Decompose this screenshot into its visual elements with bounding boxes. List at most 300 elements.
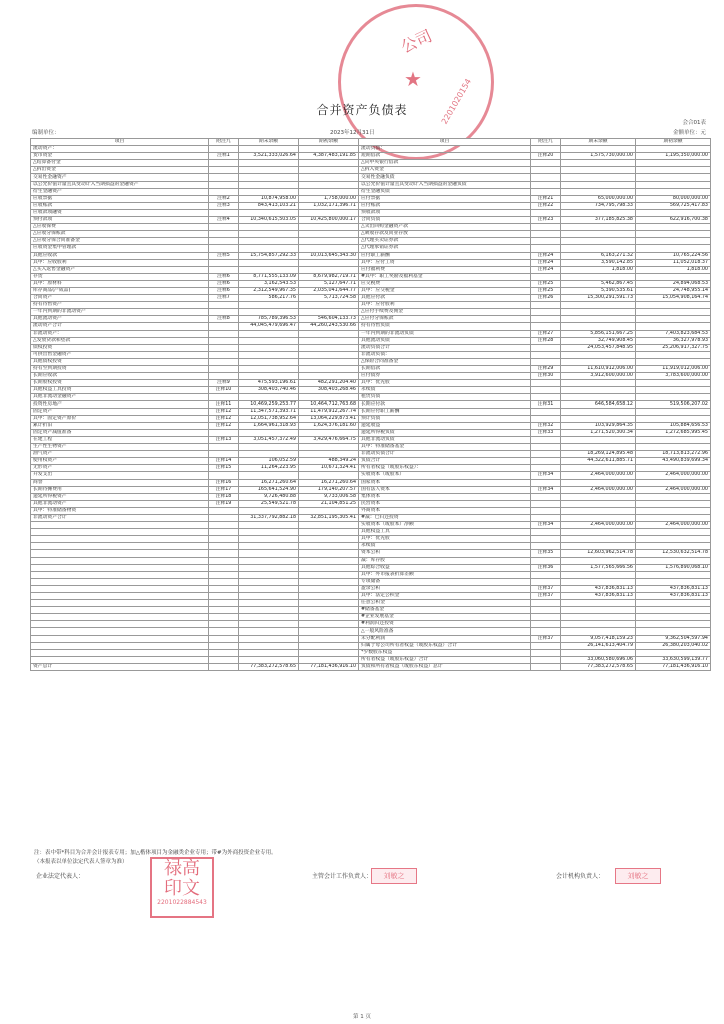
cell-end-right: [561, 224, 636, 231]
cell-end-left: [239, 259, 299, 266]
cell-begin-right: [636, 500, 711, 507]
cell-item-left: 投资性房地产: [31, 401, 209, 408]
cell-end-left: 12,051,738,952.64: [239, 415, 299, 422]
cell-begin-right: 24,894,068.53: [636, 280, 711, 287]
cell-end-right: [561, 358, 636, 365]
cell-end-right: 77,383,272,578.65: [561, 663, 636, 670]
cell-end-left: [239, 564, 299, 571]
cell-note-right: [531, 146, 561, 153]
cell-note-left: [209, 621, 239, 628]
cell-item-left: 其他非流动金融资产: [31, 394, 209, 401]
table-row: [31, 287, 711, 294]
cell-begin-left: [299, 266, 359, 273]
cell-note-right: [531, 621, 561, 628]
cell-note-left: [209, 238, 239, 245]
cell-item-right: 负债合计: [359, 458, 531, 465]
cell-item-left: [31, 543, 209, 550]
seal-star-icon: ★: [404, 67, 422, 91]
legal-rep-label: 企业法定代表人：: [36, 873, 85, 880]
table-row: [31, 337, 711, 344]
cell-note-right: 注释22: [531, 202, 561, 209]
cell-item-left: 可供出售金融资产: [31, 351, 209, 358]
cell-begin-right: [636, 380, 711, 387]
cell-begin-left: [299, 245, 359, 252]
cell-end-right: [561, 387, 636, 394]
cell-item-right: 流动负债合计: [359, 344, 531, 351]
cell-note-right: [531, 302, 561, 309]
cell-end-left: [239, 600, 299, 607]
cell-end-left: 10,469,259,253.77: [239, 401, 299, 408]
cell-begin-right: [636, 543, 711, 550]
cell-item-left: 合同资产: [31, 295, 209, 302]
cell-end-right: [561, 309, 636, 316]
cell-begin-right: 24,748,955.14: [636, 287, 711, 294]
table-row: [31, 522, 711, 529]
cell-begin-right: 11,052,018.37: [636, 259, 711, 266]
cell-begin-right: 25,206,917,327.75: [636, 344, 711, 351]
table-row: [31, 500, 711, 507]
cell-begin-right: [636, 649, 711, 656]
cell-note-right: 注释34: [531, 472, 561, 479]
table-row: [31, 635, 711, 642]
cell-begin-left: 4,387,483,191.85: [299, 153, 359, 160]
table-row: [31, 585, 711, 592]
cell-item-right: 预收款项: [359, 209, 531, 216]
cell-note-right: [531, 451, 561, 458]
cell-end-right: [561, 231, 636, 238]
cell-begin-right: [636, 238, 711, 245]
cell-begin-right: [636, 358, 711, 365]
cell-end-left: [239, 181, 299, 188]
cell-begin-left: [299, 181, 359, 188]
cell-item-left: 其中：特准储备物资: [31, 507, 209, 514]
cell-item-right: 应付福利费: [359, 266, 531, 273]
cell-begin-right: 437,836,831.13: [636, 593, 711, 600]
cell-begin-left: [299, 160, 359, 167]
cell-note-right: [531, 642, 561, 649]
cell-note-left: 注释9: [209, 380, 239, 387]
cell-item-left: [31, 628, 209, 635]
cell-item-right: 归属于母公司所有者权益（或股东权益）合计: [359, 642, 531, 649]
cell-end-right: [561, 500, 636, 507]
cell-note-right: [531, 536, 561, 543]
cell-begin-left: 10,013,645,343.30: [299, 252, 359, 259]
cell-end-right: [561, 628, 636, 635]
cell-begin-left: [299, 451, 359, 458]
cell-note-right: [531, 174, 561, 181]
cell-begin-left: [299, 564, 359, 571]
cell-begin-left: 44,260,243,530.66: [299, 323, 359, 330]
table-row: [31, 295, 711, 302]
cell-item-right: △向中央银行借款: [359, 160, 531, 167]
cell-end-left: 25,549,521.78: [239, 500, 299, 507]
table-row: [31, 628, 711, 635]
cell-note-right: [531, 656, 561, 663]
table-row: [31, 422, 711, 429]
cell-begin-right: 569,725,417.83: [636, 202, 711, 209]
cell-begin-right: [636, 273, 711, 280]
cell-item-left: [31, 536, 209, 543]
cell-item-left: [31, 585, 209, 592]
cell-note-left: 注释12: [209, 408, 239, 415]
cell-item-right: △吸收存款及同业存放: [359, 231, 531, 238]
cell-end-right: [561, 146, 636, 153]
cell-item-left: 其中：应收股利: [31, 259, 209, 266]
cell-end-left: 10,340,615,503.05: [239, 217, 299, 224]
cell-begin-right: [636, 479, 711, 486]
cell-begin-right: [636, 316, 711, 323]
cell-note-left: [209, 578, 239, 585]
cell-begin-left: [299, 543, 359, 550]
cell-end-right: 9,057,418,159.23: [561, 635, 636, 642]
cell-end-left: [239, 621, 299, 628]
cell-item-left: [31, 607, 209, 614]
cell-item-left: 其中：固定资产原价: [31, 415, 209, 422]
cell-note-right: [531, 167, 561, 174]
cell-begin-right: [636, 302, 711, 309]
table-row: [31, 663, 711, 670]
cell-end-left: [239, 337, 299, 344]
cell-end-right: [561, 649, 636, 656]
cell-item-right: △一般风险准备: [359, 628, 531, 635]
cell-end-left: [239, 146, 299, 153]
cell-begin-right: 1,576,890,068.10: [636, 564, 711, 571]
cell-begin-left: 308,403,268.46: [299, 387, 359, 394]
cell-begin-right: 77,181,436,916.10: [636, 663, 711, 670]
cell-begin-right: 2,464,000,000.00: [636, 472, 711, 479]
cell-note-left: 注释16: [209, 479, 239, 486]
cell-note-right: [531, 181, 561, 188]
header-end-balance-left: 期末余额: [239, 139, 299, 146]
table-row: [31, 146, 711, 153]
cell-item-left: [31, 649, 209, 656]
cell-end-left: 843,413,103.21: [239, 202, 299, 209]
cell-end-left: [239, 344, 299, 351]
table-row: [31, 607, 711, 614]
cell-item-right: 所有者权益（或股东权益）合计: [359, 656, 531, 663]
cell-note-left: [209, 351, 239, 358]
cell-end-left: [239, 593, 299, 600]
cell-end-right: 2,464,000,000.00: [561, 522, 636, 529]
cell-begin-left: [299, 309, 359, 316]
cell-begin-left: [299, 571, 359, 578]
cell-item-left: △应收保费: [31, 224, 209, 231]
cell-item-left: 非流动资产合计: [31, 514, 209, 521]
cell-note-right: [531, 507, 561, 514]
cell-end-right: [561, 607, 636, 614]
seal-number: 2201020154: [439, 77, 474, 126]
cell-end-left: [239, 188, 299, 195]
cell-item-left: [31, 550, 209, 557]
table-row: [31, 174, 711, 181]
cell-begin-right: [636, 231, 711, 238]
table-row: [31, 309, 711, 316]
cell-note-left: [209, 209, 239, 216]
cell-note-right: [531, 529, 561, 536]
table-row: [31, 181, 711, 188]
cell-item-left: 固定资产: [31, 408, 209, 415]
table-row: [31, 550, 711, 557]
cell-note-right: [531, 600, 561, 607]
cell-note-right: [531, 543, 561, 550]
cell-end-left: 106,052.59: [239, 458, 299, 465]
cell-begin-left: [299, 224, 359, 231]
table-row: [31, 401, 711, 408]
table-row: [31, 217, 711, 224]
table-row: [31, 231, 711, 238]
cell-begin-left: [299, 649, 359, 656]
cell-note-right: 注释34: [531, 522, 561, 529]
balance-sheet-table: [30, 138, 711, 671]
cell-end-right: [561, 245, 636, 252]
cell-item-right: #储备基金: [359, 607, 531, 614]
cell-item-right: #利润归还投资: [359, 621, 531, 628]
cell-item-right: 其中：外币报表折算差额: [359, 571, 531, 578]
cell-note-left: [209, 394, 239, 401]
cell-end-left: [239, 309, 299, 316]
cell-item-left: 长期待摊费用: [31, 486, 209, 493]
cell-item-right: 其他非流动负债: [359, 436, 531, 443]
header-note-right: 附注九: [531, 139, 561, 146]
cell-end-right: 437,836,831.13: [561, 585, 636, 592]
table-row: [31, 323, 711, 330]
cell-note-right: 注释32: [531, 422, 561, 429]
cell-begin-left: [299, 550, 359, 557]
header-item-left: 项目: [31, 139, 209, 146]
cell-begin-right: 43,490,839,699.34: [636, 458, 711, 465]
table-row: [31, 436, 711, 443]
cell-item-left: 存货: [31, 273, 209, 280]
cell-end-left: 1,664,961,318.93: [239, 422, 299, 429]
cell-note-right: [531, 663, 561, 670]
cell-item-right: 流动负债：: [359, 146, 531, 153]
cell-begin-left: [299, 472, 359, 479]
header-begin-balance-right: 期初余额: [636, 139, 711, 146]
cell-begin-left: [299, 302, 359, 309]
cell-note-left: [209, 224, 239, 231]
table-row: [31, 514, 711, 521]
accounting-org-head-stamp: 刘敏之: [615, 868, 661, 884]
cell-end-left: [239, 635, 299, 642]
cell-note-left: [209, 557, 239, 564]
cell-end-left: 3,521,333,026.64: [239, 153, 299, 160]
cell-begin-right: [636, 493, 711, 500]
cell-end-left: [239, 578, 299, 585]
cell-begin-left: [299, 642, 359, 649]
cell-begin-right: [636, 600, 711, 607]
cell-begin-left: 546,604,133.73: [299, 316, 359, 323]
cell-begin-right: 18,713,813,272.96: [636, 451, 711, 458]
cell-note-right: 注释37: [531, 593, 561, 600]
cell-note-left: 注释12: [209, 422, 239, 429]
cell-begin-right: 7,403,823,684.53: [636, 330, 711, 337]
cell-end-right: 11,610,912,006.00: [561, 366, 636, 373]
cell-end-left: [239, 472, 299, 479]
table-row: [31, 224, 711, 231]
cell-note-right: 注释29: [531, 366, 561, 373]
cell-item-left: 货币资金: [31, 153, 209, 160]
cell-begin-left: 2,035,041,644.77: [299, 287, 359, 294]
cell-begin-left: [299, 507, 359, 514]
cell-end-left: [239, 394, 299, 401]
cell-item-left: [31, 564, 209, 571]
cell-note-left: [209, 451, 239, 458]
cell-note-left: 注释12: [209, 415, 239, 422]
cell-begin-left: [299, 167, 359, 174]
table-row: [31, 188, 711, 195]
cell-item-left: △发放贷款和垫款: [31, 337, 209, 344]
cell-end-left: [239, 543, 299, 550]
cell-item-right: 短期借款: [359, 153, 531, 160]
cell-end-left: [239, 585, 299, 592]
cell-note-right: [531, 458, 561, 465]
accounting-head-stamp: 刘敏之: [371, 868, 417, 884]
cell-begin-right: 1,272,685,995.45: [636, 429, 711, 436]
cell-note-right: 注释33: [531, 429, 561, 436]
cell-end-left: [239, 302, 299, 309]
table-row: [31, 160, 711, 167]
cell-end-left: [239, 550, 299, 557]
table-row: [31, 493, 711, 500]
cell-end-right: [561, 188, 636, 195]
cell-item-right: 其中：应付工资: [359, 259, 531, 266]
cell-begin-right: 437,836,831.13: [636, 585, 711, 592]
table-row: [31, 564, 711, 571]
cell-note-left: [209, 245, 239, 252]
cell-item-left: [31, 557, 209, 564]
cell-item-left: 其他权益工具投资: [31, 387, 209, 394]
cell-end-right: 1,818.00: [561, 266, 636, 273]
cell-begin-right: [636, 245, 711, 252]
cell-end-right: 1,575,730,000.00: [561, 153, 636, 160]
cell-item-right: 租赁负债: [359, 394, 531, 401]
cell-end-left: [239, 167, 299, 174]
cell-item-right: 交易性金融负债: [359, 174, 531, 181]
cell-begin-left: 10,671,324.41: [299, 465, 359, 472]
cell-begin-left: [299, 358, 359, 365]
cell-end-right: [561, 302, 636, 309]
cell-note-right: [531, 238, 561, 245]
cell-end-right: [561, 529, 636, 536]
cell-item-left: [31, 593, 209, 600]
cell-item-left: △买入返售金融资产: [31, 266, 209, 273]
cell-end-right: 15,300,291,591.73: [561, 295, 636, 302]
cell-begin-right: 105,884,656.53: [636, 422, 711, 429]
cell-note-left: 注释11: [209, 401, 239, 408]
cell-begin-right: [636, 188, 711, 195]
cell-begin-left: 3,429,476,664.75: [299, 436, 359, 443]
cell-item-right: 应付债券: [359, 373, 531, 380]
table-row: [31, 600, 711, 607]
form-number: 会合01表: [682, 120, 706, 126]
cell-begin-right: [636, 181, 711, 188]
cell-end-right: 18,269,124,895.48: [561, 451, 636, 458]
cell-note-left: [209, 656, 239, 663]
cell-end-right: 12,603,962,514.78: [561, 550, 636, 557]
table-row: [31, 195, 711, 202]
cell-begin-right: [636, 571, 711, 578]
cell-note-right: 注释37: [531, 635, 561, 642]
cell-begin-right: [636, 607, 711, 614]
cell-end-right: [561, 543, 636, 550]
cell-note-left: [209, 444, 239, 451]
cell-begin-right: [636, 224, 711, 231]
cell-begin-right: [636, 394, 711, 401]
cell-begin-left: [299, 344, 359, 351]
cell-begin-right: [636, 578, 711, 585]
cell-note-right: [531, 607, 561, 614]
cell-begin-right: 80,000,000.00: [636, 195, 711, 202]
cell-note-left: [209, 181, 239, 188]
cell-end-right: [561, 621, 636, 628]
cell-note-left: [209, 585, 239, 592]
cell-note-right: [531, 557, 561, 564]
cell-end-left: [239, 351, 299, 358]
cell-end-left: 11,264,223.95: [239, 465, 299, 472]
cell-end-left: [239, 174, 299, 181]
cell-note-right: [531, 444, 561, 451]
cell-end-right: [561, 160, 636, 167]
cell-begin-left: [299, 330, 359, 337]
cell-note-left: [209, 593, 239, 600]
cell-end-left: [239, 614, 299, 621]
cell-end-left: 11,347,571,393.71: [239, 408, 299, 415]
cell-end-right: 65,000,000.00: [561, 195, 636, 202]
cell-begin-left: 179,140,207.57: [299, 486, 359, 493]
cell-begin-left: [299, 593, 359, 600]
cell-begin-left: 13,064,229,873.41: [299, 415, 359, 422]
cell-end-right: 646,584,658.12: [561, 401, 636, 408]
cell-note-left: [209, 614, 239, 621]
cell-begin-left: 11,479,912,267.74: [299, 408, 359, 415]
cell-end-right: [561, 507, 636, 514]
cell-note-right: [531, 578, 561, 585]
cell-end-right: [561, 571, 636, 578]
cell-note-left: 注释8: [209, 316, 239, 323]
table-row: [31, 642, 711, 649]
table-row: [31, 507, 711, 514]
cell-end-left: [239, 373, 299, 380]
accounting-head-label: 主管会计工作负责人：: [312, 873, 373, 880]
cell-begin-left: [299, 231, 359, 238]
cell-end-left: [239, 224, 299, 231]
cell-note-left: [209, 529, 239, 536]
cell-item-left: 应收账款: [31, 202, 209, 209]
table-row: [31, 344, 711, 351]
cell-begin-left: [299, 578, 359, 585]
cell-end-right: 3,912,600,000.00: [561, 373, 636, 380]
cell-item-right: 非流动负债：: [359, 351, 531, 358]
cell-note-left: [209, 571, 239, 578]
cell-end-right: 103,929,864.35: [561, 422, 636, 429]
cell-item-right: 民营资本: [359, 500, 531, 507]
table-row: [31, 366, 711, 373]
cell-note-right: [531, 245, 561, 252]
cell-note-left: [209, 663, 239, 670]
cell-end-right: [561, 536, 636, 543]
cell-begin-right: 1,818.00: [636, 266, 711, 273]
cell-note-right: 注释23: [531, 217, 561, 224]
footnote-2: （本报表以单位法定代表人签章为准）: [34, 859, 128, 865]
cell-end-right: 33,060,580,696.06: [561, 656, 636, 663]
table-row: [31, 252, 711, 259]
cell-item-left: 在建工程: [31, 436, 209, 443]
cell-note-right: 注释24: [531, 252, 561, 259]
cell-item-left: 应收款项融资: [31, 209, 209, 216]
cell-item-left: 交易性金融资产: [31, 174, 209, 181]
cell-begin-left: [299, 600, 359, 607]
cell-item-right: 其他流动负债: [359, 337, 531, 344]
